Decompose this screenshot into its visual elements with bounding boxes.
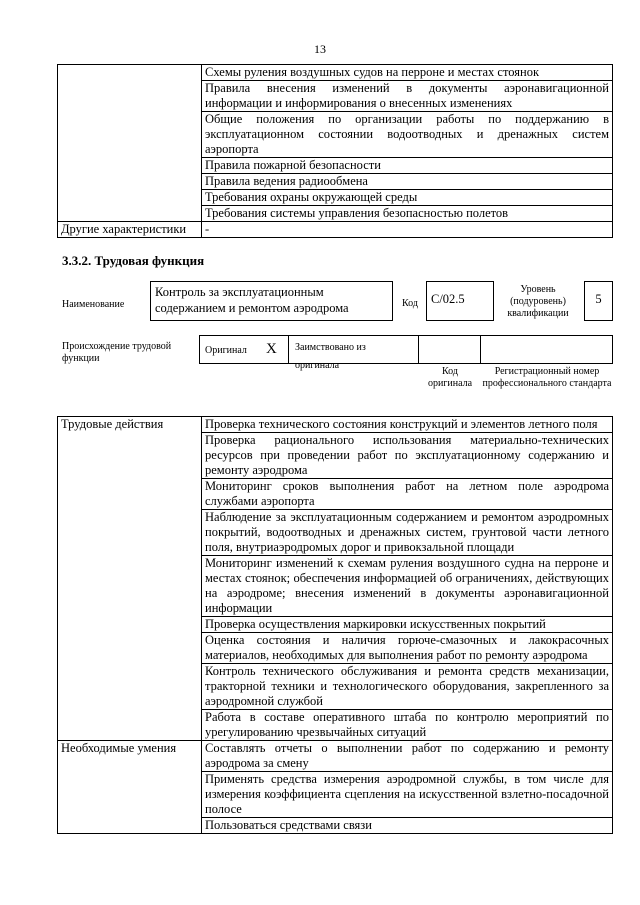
actions-label: Трудовые действия	[58, 417, 202, 741]
knowledge-item: Правила внесения изменений в документы аэронавигационной информации и информирования о внесенных изменениях	[202, 81, 613, 112]
knowledge-item: Требования системы управления безопасностью полетов	[202, 206, 613, 222]
action-item: Работа в составе оперативного штаба по контролю мероприятий по урегулированию чрезвычайных ситуаций	[202, 710, 613, 741]
level-value: 5	[595, 292, 602, 306]
name-label: Наименование	[62, 299, 125, 310]
skill-item: Пользоваться средствами связи	[202, 818, 613, 834]
borrowed-label: Заимствовано из оригинала	[295, 342, 366, 371]
skill-item: Применять средства измерения аэродромной службы, в том числе для измерения коэффициента сцепления на искусственной взлетно-посадочной полосе	[202, 772, 613, 818]
code-label: Код	[402, 298, 418, 309]
action-item: Проверка рационального использования материально-технических ресурсов при проведении работ по эксплуатационному содержанию и ремонту аэродрома	[202, 433, 613, 479]
knowledge-table-continued	[57, 64, 613, 238]
registration-caption: Регистрационный номер профессионального стандарта	[482, 366, 612, 389]
borrowed-cell	[288, 335, 419, 371]
table-row	[58, 417, 613, 433]
empty-label-cell	[58, 65, 202, 222]
function-name-value: Контроль за эксплуатационным содержанием и ремонтом аэродрома	[155, 285, 349, 315]
other-characteristics-value: -	[202, 222, 613, 238]
skills-label: Необходимые умения	[58, 741, 202, 834]
action-item: Проверка осуществления маркировки искусственных покрытий	[202, 617, 613, 633]
page-number: 13	[314, 42, 326, 56]
table-row	[58, 65, 613, 81]
original-label: Оригинал	[205, 345, 247, 356]
knowledge-item: Правила пожарной безопасности	[202, 158, 613, 174]
code-caption: Код оригинала	[427, 366, 473, 389]
table-row	[58, 222, 613, 238]
original-code-cell	[418, 335, 481, 364]
skill-item: Составлять отчеты о выполнении работ по содержанию и ремонту аэродрома за смену	[202, 741, 613, 772]
actions-skills-table	[57, 416, 613, 834]
action-item: Оценка состояния и наличия горюче-смазочных и лакокрасочных материалов, необходимых для выполнения работ по ремонту аэродрома	[202, 633, 613, 664]
original-mark: X	[266, 341, 277, 357]
action-item: Контроль технического обслуживания и ремонта средств механизации, тракторной техники и технологического оборудования, закрепленного за аэродромной службой	[202, 664, 613, 710]
knowledge-item: Требования охраны окружающей среды	[202, 190, 613, 206]
action-item: Наблюдение за эксплуатационным содержанием и ремонтом аэродромных покрытий, водоотводных и дренажных систем, грунтовой части летного поля, внутриаэродромых дорог и привокзальной площади	[202, 510, 613, 556]
level-label: Уровень (подуровень) квалификации	[507, 284, 569, 319]
registration-number-cell	[480, 335, 613, 364]
action-item: Проверка технического состояния конструкций и элементов летного поля	[202, 417, 613, 433]
knowledge-item: Общие положения по организации работы по поддержанию в эксплуатационном состоянии водоотводных и дренажных систем аэропорта	[202, 112, 613, 158]
knowledge-item: Правила ведения радиообмена	[202, 174, 613, 190]
section-title: 3.3.2. Трудовая функция	[62, 253, 205, 268]
function-name-box	[150, 281, 393, 321]
code-box	[426, 281, 494, 321]
action-item: Мониторинг изменений к схемам руления воздушного судна на перроне и местах стоянок; обеспечения информацией об ограничениях, действующих на аэродроме; внесения изменений в документы аэронавигационной информации	[202, 556, 613, 617]
level-box	[584, 281, 613, 321]
other-characteristics-label: Другие характеристики	[58, 222, 202, 238]
table-row	[58, 741, 613, 772]
action-item: Мониторинг сроков выполнения работ на летном поле аэродрома службами аэропорта	[202, 479, 613, 510]
origin-label: Происхождение трудовой функции	[62, 341, 172, 364]
knowledge-item: Схемы руления воздушных судов на перроне и местах стоянок	[202, 65, 613, 81]
code-value: C/02.5	[431, 292, 465, 306]
original-cell	[199, 335, 289, 364]
